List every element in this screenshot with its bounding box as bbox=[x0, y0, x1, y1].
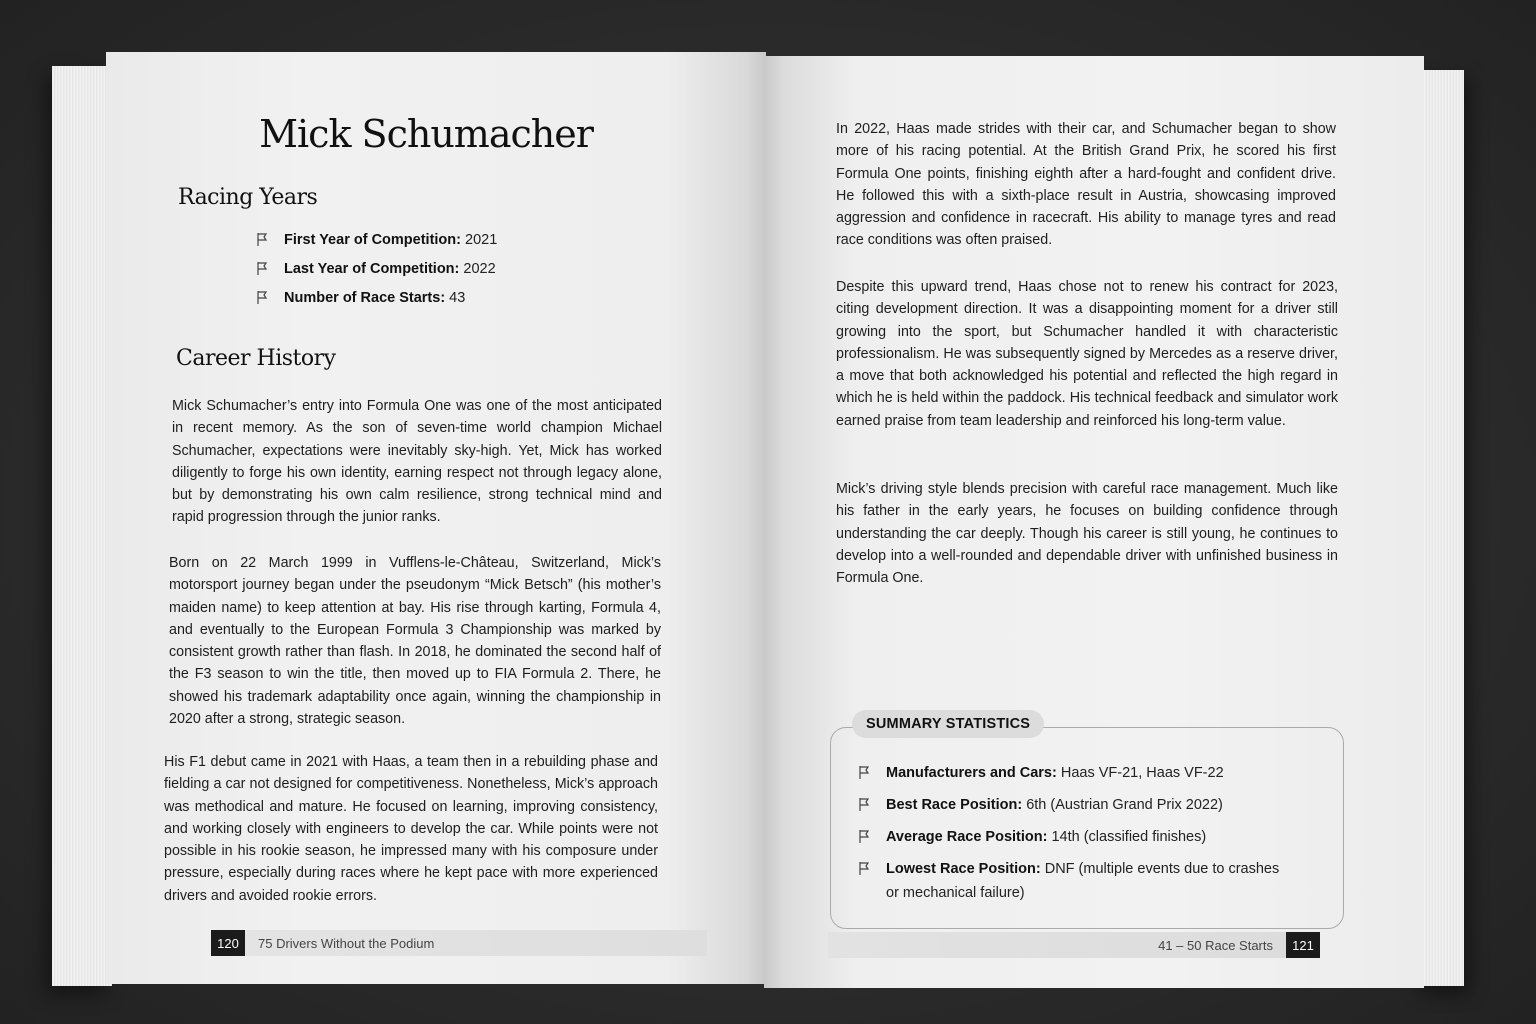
footer-text: 75 Drivers Without the Podium bbox=[258, 935, 435, 951]
right-page bbox=[764, 56, 1424, 988]
fact-value: 2021 bbox=[460, 232, 498, 248]
fact-value: 2022 bbox=[459, 261, 496, 277]
paragraph: Despite this upward trend, Haas chose not to renew his contract for 2023, citing development direction. It was a disappointing moment for a driver still growing into the sport, but Schumacher handled it with characteristic professionalism. He was subsequently signed by Mercedes as a reserve driver, a move that both acknowledged his potential and reflected the high regard in which he is held within the paddock. His technical feedback and simulator work earned praise from team leadership and reinforced his long-term value. bbox=[836, 279, 1338, 429]
left-page bbox=[106, 52, 766, 984]
list-item bbox=[858, 857, 1298, 905]
fact-label: Number of Race Starts: bbox=[284, 290, 446, 306]
fact-value: 43 bbox=[445, 290, 466, 306]
paragraph: His F1 debut came in 2021 with Haas, a team then in a rebuilding phase and fielding a car not designed for competitiveness. Nonetheless, Mick’s approach was methodical and mature. He focused on learning, improving consistency, and working closely with engineers to develop the car. While points were not possible in his rookie season, he impressed many with his composure under pressure, especially during races where he kept pace with more experienced drivers and avoided rookie errors. bbox=[164, 754, 658, 904]
page-title: Mick Schumacher bbox=[259, 112, 593, 156]
flag-icon bbox=[256, 232, 272, 247]
flag-icon bbox=[256, 261, 272, 276]
open-book bbox=[52, 52, 1464, 990]
list-item bbox=[256, 261, 497, 290]
stat-label: Lowest Race Position: bbox=[886, 861, 1041, 877]
stat-value: 14th (classified finishes) bbox=[1047, 829, 1207, 845]
career-history-heading: Career History bbox=[176, 346, 336, 371]
page-number: 120 bbox=[211, 930, 245, 956]
stat-value: DNF (multiple events due to crashes or mechanical failure) bbox=[886, 861, 1280, 901]
page-footer bbox=[211, 930, 707, 956]
racing-years-list bbox=[256, 232, 497, 319]
fact-label: First Year of Competition: bbox=[284, 232, 461, 248]
paragraph: Mick’s driving style blends precision with careful race management. Much like his father in the early years, he focuses on building confidence through understanding the car deeply. Though his career is still young, he continues to develop into a well-rounded and dependable driver with unfinished business in Formula One. bbox=[836, 481, 1338, 587]
flag-icon bbox=[858, 793, 874, 812]
flag-icon bbox=[858, 825, 874, 844]
page-footer bbox=[828, 932, 1320, 958]
summary-list bbox=[858, 761, 1298, 913]
list-item bbox=[858, 825, 1298, 849]
fact-label: Last Year of Competition: bbox=[284, 261, 460, 277]
stat-value: 6th (Austrian Grand Prix 2022) bbox=[1022, 797, 1223, 813]
paragraph: Mick Schumacher’s entry into Formula One was one of the most anticipated in recent memory. As the son of seven-time world champion Michael Schumacher, expectations were inevitably sky-high. Yet, Mick has worked diligently to forge his own identity, earning respect not through legacy alone, but by demonstrating his own calm resilience, strong technical mind and rapid progression through the junior ranks. bbox=[172, 398, 662, 526]
stat-label: Best Race Position: bbox=[886, 797, 1023, 813]
stat-value: Haas VF-21, Haas VF-22 bbox=[1056, 765, 1224, 781]
summary-heading: SUMMARY STATISTICS bbox=[852, 710, 1044, 738]
flag-icon bbox=[858, 857, 874, 876]
stat-label: Manufacturers and Cars: bbox=[886, 765, 1057, 781]
flag-icon bbox=[858, 761, 874, 780]
page-number: 121 bbox=[1286, 932, 1320, 958]
list-item bbox=[858, 793, 1298, 817]
flag-icon bbox=[256, 290, 272, 305]
list-item bbox=[858, 761, 1298, 785]
page-stack-left bbox=[52, 66, 112, 986]
list-item bbox=[256, 290, 497, 319]
stat-label: Average Race Position: bbox=[886, 829, 1048, 845]
list-item bbox=[256, 232, 497, 261]
paragraph: In 2022, Haas made strides with their car, and Schumacher began to show more of his racing potential. At the British Grand Prix, he scored his first Formula One points, finishing eighth after a hard-fought and confident drive. He followed this with a sixth-place result in Austria, showcasing improved aggression and confidence in racecraft. His ability to manage tyres and read race conditions was often praised. bbox=[836, 121, 1336, 249]
footer-text: 41 – 50 Race Starts bbox=[1158, 937, 1273, 953]
racing-years-heading: Racing Years bbox=[178, 185, 318, 210]
paragraph: Born on 22 March 1999 in Vufflens-le-Château, Switzerland, Mick’s motorsport journey began under the pseudonym “Mick Betsch” (his mother’s maiden name) to keep attention at bay. His rise through karting, Formula 4, and eventually to the European Formula 3 Championship was marked by consistent growth rather than flash. In 2018, he dominated the second half of the F3 season to win the title, then moved up to FIA Formula 2. There, he showed his trademark adaptability once again, winning the championship in 2020 after a strong, strategic season. bbox=[169, 555, 661, 728]
